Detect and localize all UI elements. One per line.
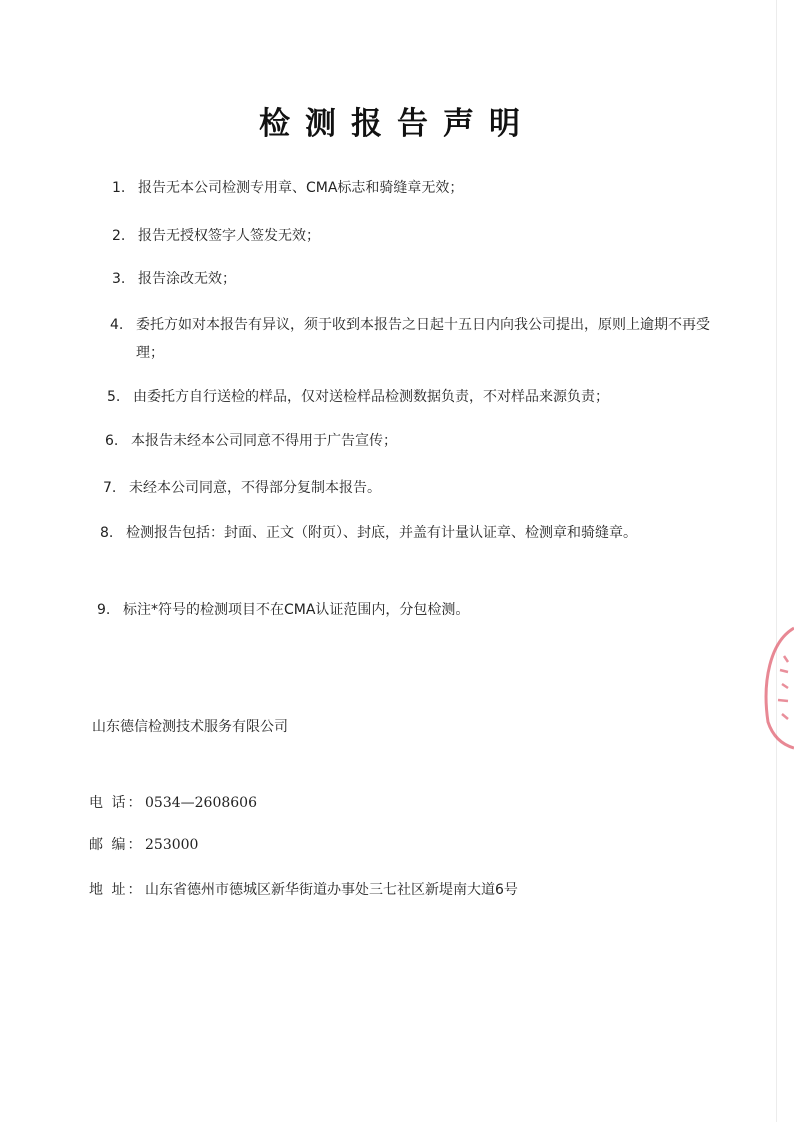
item-text: 委托方如对本报告有异议，须于收到本报告之日起十五日内向我公司提出，原则上逾期不再受理；: [136, 317, 710, 361]
item-text: 报告无授权签字人签发无效；: [138, 228, 320, 244]
postcode-line: [89, 831, 198, 859]
phone-label: 电 话：: [89, 795, 144, 811]
item-number: 1.: [112, 180, 126, 196]
item-number: 9.: [97, 602, 111, 618]
item-number: 2.: [112, 228, 126, 244]
item-number: 8.: [100, 525, 114, 541]
item-text: 检测报告包括：封面、正文（附页）、封底，并盖有计量认证章、检测章和骑缝章。: [126, 525, 637, 541]
address-value: 山东省德州市德城区新华街道办事处三七社区新堤南大道6号: [145, 882, 518, 898]
item-number: 3.: [112, 271, 126, 287]
item-text: 报告涂改无效；: [138, 271, 236, 287]
address-line: [89, 876, 518, 904]
address-label: 地 址：: [89, 882, 144, 898]
page-title: 检测报告声明: [259, 106, 535, 142]
postcode-value: 253000: [145, 837, 199, 853]
phone-value: 0534—2608606: [145, 795, 257, 811]
company-name: 山东德信检测技术服务有限公司: [92, 719, 288, 735]
item-text: 报告无本公司检测专用章、CMA标志和骑缝章无效；: [138, 180, 464, 196]
seam-stamp-fragment: [760, 622, 794, 750]
item-text: 本报告未经本公司同意不得用于广告宣传；: [131, 433, 397, 449]
item-number: 6.: [105, 433, 119, 449]
item-number: 7.: [103, 480, 117, 496]
page-edge-line: [776, 0, 777, 1122]
postcode-label: 邮 编：: [89, 837, 144, 853]
item-text: 标注*符号的检测项目不在CMA认证范围内，分包检测。: [123, 602, 470, 618]
item-text: 未经本公司同意，不得部分复制本报告。: [129, 480, 381, 496]
item-number: 4.: [110, 317, 124, 333]
item-number: 5.: [107, 389, 121, 405]
phone-line: [89, 789, 257, 817]
item-text: 由委托方自行送检的样品，仅对送检样品检测数据负责，不对样品来源负责；: [133, 389, 609, 405]
